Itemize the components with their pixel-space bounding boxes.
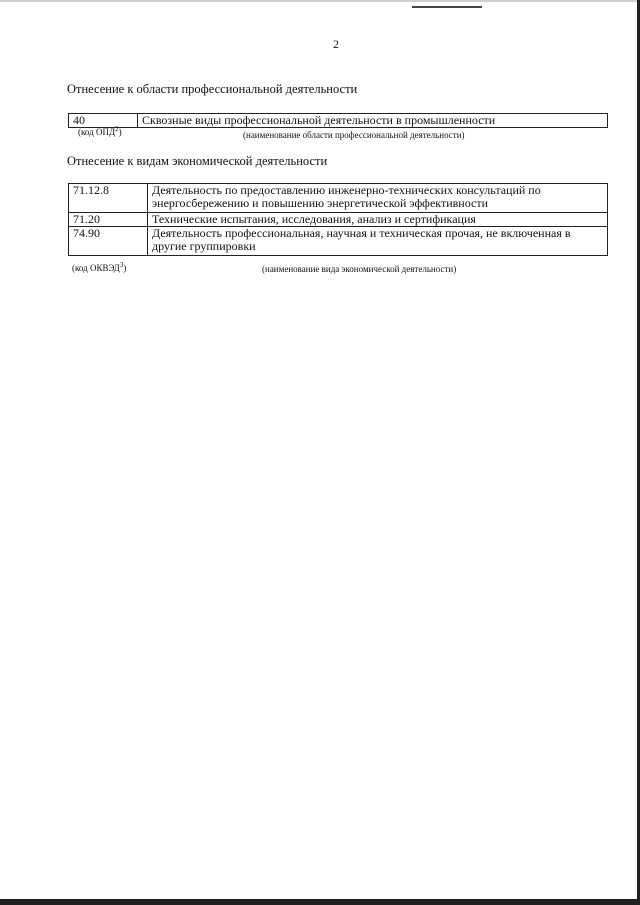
opd-table: [68, 113, 608, 128]
scan-edge-top: [0, 0, 640, 2]
table-row: [69, 114, 608, 128]
okved-name-caption: (наименование вида экономической деятельности): [262, 264, 457, 274]
opd-heading: Отнесение к области профессиональной деятельности: [67, 82, 358, 96]
okved-code-caption-end: ): [123, 263, 127, 273]
opd-name-cell: Сквозные виды профессиональной деятельности в промышленности: [138, 114, 608, 128]
okved-code-caption-text: (код ОКВЭД: [72, 263, 120, 273]
opd-code-caption: [78, 127, 122, 137]
okved-table: [68, 183, 608, 256]
table-row: [69, 184, 608, 213]
okved-name-cell: Технические испытания, исследования, анализ и сертификация: [148, 213, 608, 227]
okved-code-cell: 71.20: [69, 213, 148, 227]
okved-name-cell: Деятельность профессиональная, научная и техническая прочая, не включенная в другие группировки: [148, 227, 608, 256]
okved-name-cell: Деятельность по предоставлению инженерно-технических консультаций по энергосбережению и повышению энергетической эффективности: [148, 184, 608, 213]
okved-code-caption: [72, 263, 126, 273]
opd-name-caption: (наименование области профессиональной деятельности): [243, 130, 465, 140]
opd-code-cell: 40: [69, 114, 138, 128]
table-row: [69, 213, 608, 227]
footnote-mark: 2: [115, 125, 119, 133]
table-row: [69, 227, 608, 256]
okved-code-cell: 74.90: [69, 227, 148, 256]
opd-code-caption-text: (код ОПД: [78, 127, 116, 137]
scan-mark: [412, 6, 482, 8]
footnote-mark: 3: [119, 261, 124, 269]
scan-edge-bottom: [0, 899, 640, 905]
opd-code-caption-end: ): [118, 127, 122, 137]
okved-heading: Отнесение к видам экономической деятельности: [67, 154, 328, 168]
okved-code-cell: 71.12.8: [69, 184, 148, 213]
page-number: 2: [333, 37, 339, 51]
